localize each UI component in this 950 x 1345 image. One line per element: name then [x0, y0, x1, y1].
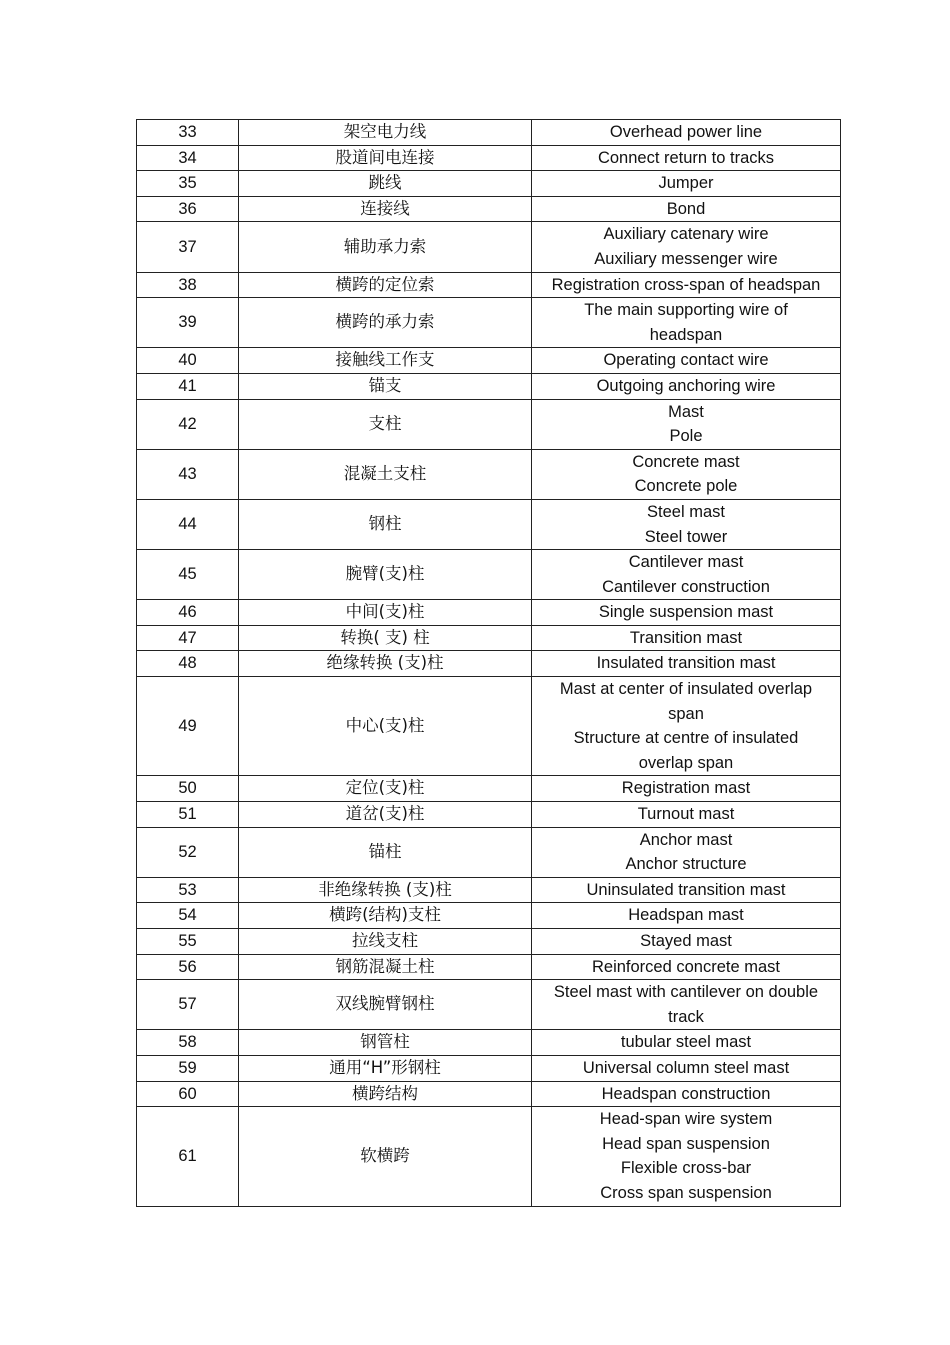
table-row — [137, 600, 841, 626]
english-term-line: Transition mast — [629, 628, 743, 647]
chinese-term: 架空电力线 — [239, 120, 532, 146]
english-term-line: Bond — [666, 199, 706, 218]
row-number: 54 — [137, 903, 239, 929]
table-row — [137, 272, 841, 298]
table-row — [137, 776, 841, 802]
table-row — [137, 677, 841, 776]
english-term-line: Anchor mast — [639, 830, 733, 849]
row-number: 34 — [137, 145, 239, 171]
english-term-line: Auxiliary messenger wire — [594, 249, 778, 268]
english-term-line: Turnout mast — [637, 805, 735, 824]
row-number: 56 — [137, 954, 239, 980]
english-term-line: Pole — [669, 427, 703, 446]
english-term-line: Operating contact wire — [603, 351, 769, 370]
english-term-line: Cantilever construction — [602, 577, 770, 596]
chinese-term: 中心(支)柱 — [239, 677, 532, 776]
row-number: 33 — [137, 120, 239, 146]
english-term-line: Headspan construction — [601, 1084, 771, 1103]
table-row — [137, 625, 841, 651]
english-term — [532, 1030, 841, 1056]
chinese-term: 连接线 — [239, 196, 532, 222]
english-term — [532, 222, 841, 272]
english-term-line: Registration cross-span of headspan — [551, 275, 821, 294]
table-row — [137, 348, 841, 374]
english-term — [532, 600, 841, 626]
table-row — [137, 827, 841, 877]
english-term-line: Insulated transition mast — [596, 654, 776, 673]
english-term — [532, 776, 841, 802]
english-term — [532, 929, 841, 955]
table-row — [137, 120, 841, 146]
row-number: 57 — [137, 980, 239, 1030]
english-term-line: track — [668, 1007, 704, 1026]
chinese-term: 接触线工作支 — [239, 348, 532, 374]
row-number: 36 — [137, 196, 239, 222]
chinese-term: 横跨的定位索 — [239, 272, 532, 298]
row-number: 35 — [137, 171, 239, 197]
english-term-line: Auxiliary catenary wire — [603, 225, 769, 244]
english-term — [532, 651, 841, 677]
english-term — [532, 348, 841, 374]
row-number: 58 — [137, 1030, 239, 1056]
chinese-term: 转换( 支) 柱 — [239, 625, 532, 651]
chinese-term: 锚柱 — [239, 827, 532, 877]
english-term-line: Steel mast with cantilever on double — [553, 983, 819, 1002]
table-row — [137, 1030, 841, 1056]
english-term-line: Registration mast — [621, 779, 751, 798]
row-number: 51 — [137, 802, 239, 828]
chinese-term: 软横跨 — [239, 1107, 532, 1206]
row-number: 55 — [137, 929, 239, 955]
english-term-line: Steel tower — [644, 527, 728, 546]
english-term — [532, 877, 841, 903]
chinese-term: 混凝土支柱 — [239, 449, 532, 499]
english-term-line: Anchor structure — [625, 855, 747, 874]
chinese-term: 跳线 — [239, 171, 532, 197]
english-term — [532, 1081, 841, 1107]
row-number: 38 — [137, 272, 239, 298]
table-row — [137, 222, 841, 272]
english-term — [532, 399, 841, 449]
chinese-term: 横跨结构 — [239, 1081, 532, 1107]
table-row — [137, 651, 841, 677]
english-term — [532, 298, 841, 348]
chinese-term: 通用“H”形钢柱 — [239, 1055, 532, 1081]
english-term-line: span — [668, 704, 704, 723]
english-term — [532, 1107, 841, 1206]
row-number: 39 — [137, 298, 239, 348]
glossary-table-body — [137, 120, 841, 1207]
table-row — [137, 449, 841, 499]
english-term-line: overlap span — [638, 753, 734, 772]
english-term — [532, 903, 841, 929]
table-row — [137, 298, 841, 348]
row-number: 48 — [137, 651, 239, 677]
english-term-line: Head-span wire system — [599, 1110, 773, 1129]
chinese-term: 腕臂(支)柱 — [239, 550, 532, 600]
english-term — [532, 145, 841, 171]
row-number: 43 — [137, 449, 239, 499]
chinese-term: 横跨(结构)支柱 — [239, 903, 532, 929]
row-number: 44 — [137, 499, 239, 549]
table-row — [137, 145, 841, 171]
chinese-term: 钢筋混凝土柱 — [239, 954, 532, 980]
english-term — [532, 499, 841, 549]
chinese-term: 定位(支)柱 — [239, 776, 532, 802]
table-row — [137, 877, 841, 903]
english-term-line: Concrete pole — [634, 477, 738, 496]
row-number: 52 — [137, 827, 239, 877]
english-term — [532, 677, 841, 776]
chinese-term: 锚支 — [239, 373, 532, 399]
table-row — [137, 171, 841, 197]
english-term — [532, 272, 841, 298]
english-term — [532, 625, 841, 651]
row-number: 61 — [137, 1107, 239, 1206]
row-number: 53 — [137, 877, 239, 903]
english-term — [532, 1055, 841, 1081]
english-term-line: Connect return to tracks — [597, 148, 775, 167]
chinese-term: 横跨的承力索 — [239, 298, 532, 348]
english-term — [532, 449, 841, 499]
row-number: 42 — [137, 399, 239, 449]
chinese-term: 股道间电连接 — [239, 145, 532, 171]
row-number: 47 — [137, 625, 239, 651]
table-row — [137, 1055, 841, 1081]
table-row — [137, 373, 841, 399]
english-term-line: Reinforced concrete mast — [591, 957, 780, 976]
english-term — [532, 802, 841, 828]
english-term-line: The main supporting wire of — [584, 301, 788, 320]
english-term-line: tubular steel mast — [620, 1033, 752, 1052]
table-row — [137, 954, 841, 980]
table-row — [137, 929, 841, 955]
table-row — [137, 980, 841, 1030]
chinese-term: 辅助承力索 — [239, 222, 532, 272]
table-row — [137, 550, 841, 600]
english-term-line: Universal column steel mast — [582, 1058, 790, 1077]
chinese-term: 拉线支柱 — [239, 929, 532, 955]
row-number: 49 — [137, 677, 239, 776]
chinese-term: 道岔(支)柱 — [239, 802, 532, 828]
chinese-term: 钢柱 — [239, 499, 532, 549]
english-term — [532, 827, 841, 877]
table-row — [137, 399, 841, 449]
chinese-term: 钢管柱 — [239, 1030, 532, 1056]
chinese-term: 绝缘转换 (支)柱 — [239, 651, 532, 677]
row-number: 59 — [137, 1055, 239, 1081]
english-term-line: Structure at centre of insulated — [573, 729, 799, 748]
chinese-term: 支柱 — [239, 399, 532, 449]
row-number: 40 — [137, 348, 239, 374]
english-term-line: Head span suspension — [602, 1134, 770, 1153]
english-term-line: Stayed mast — [640, 932, 732, 950]
row-number: 41 — [137, 373, 239, 399]
table-row — [137, 1081, 841, 1107]
english-term-line: Jumper — [658, 174, 714, 193]
english-term — [532, 171, 841, 197]
english-term — [532, 120, 841, 146]
chinese-term: 双线腕臂钢柱 — [239, 980, 532, 1030]
english-term — [532, 196, 841, 222]
row-number: 46 — [137, 600, 239, 626]
table-row — [137, 196, 841, 222]
row-number: 60 — [137, 1081, 239, 1107]
table-row — [137, 802, 841, 828]
english-term — [532, 550, 841, 600]
english-term-line: Concrete mast — [632, 452, 740, 471]
english-term-line: Steel mast — [647, 502, 725, 521]
english-term-line: Mast at center of insulated overlap — [559, 680, 813, 699]
table-row — [137, 1107, 841, 1206]
english-term-line: Cross span suspension — [600, 1183, 772, 1202]
english-term-line: headspan — [649, 325, 723, 344]
row-number: 50 — [137, 776, 239, 802]
row-number: 37 — [137, 222, 239, 272]
glossary-table — [136, 119, 841, 1207]
table-row — [137, 499, 841, 549]
english-term-line: Single suspension mast — [598, 603, 774, 622]
english-term — [532, 373, 841, 399]
chinese-term: 中间(支)柱 — [239, 600, 532, 626]
table-row — [137, 903, 841, 929]
english-term-line: Uninsulated transition mast — [586, 880, 786, 899]
english-term-line: Outgoing anchoring wire — [596, 376, 776, 395]
chinese-term: 非绝缘转换 (支)柱 — [239, 877, 532, 903]
english-term-line: Mast — [668, 402, 704, 421]
english-term-line: Flexible cross-bar — [620, 1159, 752, 1178]
english-term — [532, 954, 841, 980]
english-term-line: Overhead power line — [609, 123, 763, 141]
english-term — [532, 980, 841, 1030]
english-term-line: Headspan mast — [628, 906, 744, 925]
english-term-line: Cantilever mast — [628, 553, 744, 572]
row-number: 45 — [137, 550, 239, 600]
